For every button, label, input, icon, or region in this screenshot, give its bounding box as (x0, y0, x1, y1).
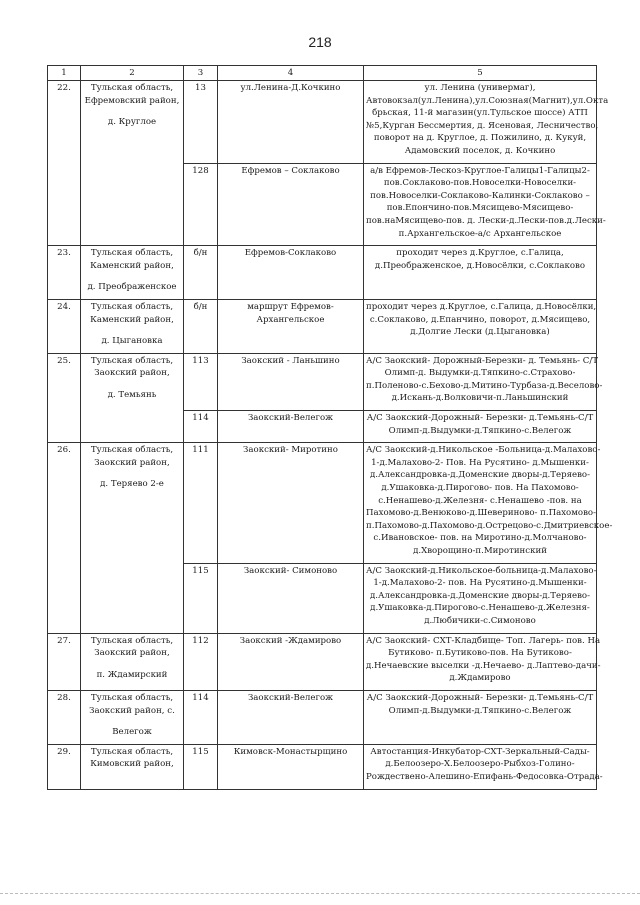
entry-number: 27. (48, 633, 81, 690)
region-line: Ефремовский район, (84, 95, 180, 106)
region-line: д. Теряево 2-е (100, 479, 164, 490)
stop-line: а/в Ефремов-Лескоз-Круглое-Галицы1-Галицы2- (370, 165, 590, 176)
table-row (48, 633, 597, 690)
region-line: д. Цыгановка (101, 336, 163, 347)
route-name: Заокский- Миротино (218, 443, 364, 563)
routes-table-body (48, 66, 613, 790)
stop-line: д.Нечаевские выселки -д.Нечаево- д.Лаптево-дачи- (366, 660, 601, 671)
region-line: д. Преображенское (87, 282, 177, 293)
region-gap (83, 107, 181, 116)
stop-line: А/С Заокский- Дорожный-Березки- д. Темьянь- С/Т (366, 355, 598, 366)
region-cell (81, 690, 184, 744)
stop-line: д.Александровка-д.Доменские дворы-д.Теряево- (369, 470, 591, 481)
route-stops (364, 81, 609, 164)
table-row (48, 443, 597, 563)
stop-line: пов.наМясищево-пов. д. Лески-д.Лески-пов.д.Лески- (366, 215, 606, 226)
table-row (48, 81, 597, 164)
stop-line: Рождествено-Алешино-Епифань-Федосовка-Отрада- (366, 771, 603, 782)
region-gap (83, 717, 181, 726)
stop-line: с.Ивановское- пов. на Миротино-д.Молчаново- (373, 533, 587, 544)
stop-line: А/С Заокский- СХТ-Кладбище- Топ. Лагерь- пов. На (366, 635, 601, 646)
stop-line: проходит через д.Круглое, с.Галица, (396, 248, 564, 259)
stop-line: д.Искань-д.Волковичи-п.Ланьшинский (391, 393, 569, 404)
stop-line: Олимп-д.Выдумки-д.Тяпкино-с.Велегож (388, 425, 572, 436)
stop-line: А/С Заокский-д.Никольское-больница-д.Малахово- (366, 565, 597, 576)
stop-line: Бутиково- п.Бутиково-пов. На Бутиково- (388, 648, 572, 659)
stop-line: А/С Заокский-д.Никольское -Больница-д.Малахово- (366, 445, 601, 456)
stop-line: д.Ушаковка-д.Пирогово-с.Ненашево-д.Железня- (370, 603, 590, 614)
stop-line: Автовокзал(ул.Ленина),ул.Союзная(Магнит),ул.Окта (366, 95, 609, 106)
stop-line: с.Соклаково, д.Епанчино, поворот, д.Мясищево, (369, 314, 591, 325)
route-stops (364, 443, 613, 563)
stop-line: Автостанция-Инкубатор-СХТ-Зеркальный-Сады- (370, 746, 590, 757)
region-line: Тульская область, (90, 301, 174, 312)
route-name: ул.Ленина-Д.Кочкино (218, 81, 364, 164)
route-number: 115 (184, 744, 218, 789)
route-name: Кимовск-Монастырщино (218, 744, 364, 789)
region-line: Тульская область, (90, 248, 174, 259)
stop-line: д.Александровка-д.Доменские дворы-д.Теряево- (369, 590, 591, 601)
stop-line: А/С Заокский-Дорожный- Березки- д.Темьянь-С/Т (366, 413, 594, 424)
column-header: 2 (81, 66, 184, 81)
region-line: д. Темьянь (107, 389, 157, 400)
stop-line: пов.Соклаково-пов.Новоселки-Новоселки- (383, 178, 577, 189)
route-stops (364, 690, 597, 744)
entry-number: 26. (48, 443, 81, 633)
route-stops (364, 353, 603, 410)
region-cell (81, 633, 184, 690)
stop-line: пов.Новоселки-Соклаково-Калинки-Соклаково – (370, 190, 590, 201)
region-line: Заокский район, (94, 648, 170, 659)
region-gap (83, 326, 181, 335)
route-name: маршрут Ефремов-Архангельское (218, 299, 364, 353)
region-gap (83, 660, 181, 669)
stop-line: ул. Ленина (универмаг), (424, 83, 536, 93)
route-number: б/н (184, 299, 218, 353)
region-line: Тульская область, (90, 746, 174, 757)
region-line: Заокский район, (94, 368, 170, 379)
entry-number: 25. (48, 353, 81, 443)
stop-line: поворот на д. Круглое, д. Пожилино, д. Кукуй, (373, 133, 587, 144)
table-row (48, 353, 597, 410)
route-number: 115 (184, 563, 218, 633)
route-number: 13 (184, 81, 218, 164)
route-number: 111 (184, 443, 218, 563)
route-name: Заокский- Симоново (218, 563, 364, 633)
stop-line: д.Любичики-с.Симоново (424, 615, 536, 626)
region-cell (81, 443, 184, 633)
region-line: Кимовский район, (90, 759, 174, 770)
region-line: Велегож (112, 727, 152, 738)
route-stops (364, 744, 603, 789)
stop-line: д.Ждамирово (449, 673, 511, 684)
entry-number: 28. (48, 690, 81, 744)
table-row (48, 744, 597, 789)
routes-table (47, 65, 613, 790)
table-row (48, 246, 597, 300)
region-line: п. Ждамирский (96, 669, 168, 680)
route-number: 112 (184, 633, 218, 690)
stop-line: пов.Епончино-пов.Мясищево-Мясищево- (386, 203, 574, 214)
region-line: Заокский район, с. (89, 705, 175, 716)
column-header: 3 (184, 66, 218, 81)
page-bottom-divider (0, 893, 640, 896)
route-stops (364, 633, 601, 690)
stop-line: Олимп-д. Выдумки-д.Тяпкино-с.Страхово- (384, 368, 576, 379)
stop-line: Пахомово-д.Венюково-д.Шевериново- п.Пахомово- (366, 508, 596, 519)
entry-number: 24. (48, 299, 81, 353)
route-stops (364, 299, 597, 353)
region-line: Тульская область, (90, 635, 174, 646)
route-stops (364, 563, 597, 633)
stop-line: п.Поленово-с.Бехово-д.Митино-Турбаза-д.Веселово- (366, 380, 603, 391)
entry-number: 23. (48, 246, 81, 300)
region-cell (81, 744, 184, 789)
stop-line: д.Преображенское, д.Новосёлки, с.Соклаково (374, 260, 586, 271)
table-header-row (48, 66, 597, 81)
region-cell (81, 81, 184, 246)
table-row (48, 690, 597, 744)
region-gap (83, 272, 181, 281)
region-line: Тульская область, (90, 83, 174, 93)
stop-line: д.Ушаковка-д.Пирогово- пов. На Пахомово- (381, 483, 579, 494)
route-stops (364, 163, 606, 246)
stop-line: брьская, 11-й магазин(ул.Тульское шоссе) АТП (372, 108, 588, 119)
route-name: Ефремов – Соклаково (218, 163, 364, 246)
route-name: Заокский - Ланьшино (218, 353, 364, 410)
page-number: 218 (308, 34, 332, 50)
route-name: Заокский-Велегож (218, 411, 364, 443)
route-name: Ефремов-Соклаково (218, 246, 364, 300)
route-number: 114 (184, 690, 218, 744)
stop-line: д.Хворощино-п.Миротинский (413, 546, 547, 556)
region-cell (81, 353, 184, 443)
column-header: 4 (218, 66, 364, 81)
region-gap (83, 380, 181, 389)
route-stops (364, 411, 597, 443)
stop-line: 1-д.Малахово-2- пов. На Русятино-д.Мышенки- (373, 578, 587, 589)
route-stops (364, 246, 597, 300)
column-header: 5 (364, 66, 597, 81)
column-header: 1 (48, 66, 81, 81)
region-line: Тульская область, (90, 692, 174, 703)
stop-line: Адамовский поселок, д. Кочкино (404, 145, 556, 156)
stop-line: п.Архангельское-а/с Архангельское (398, 228, 562, 239)
region-line: Каменский район, (90, 260, 174, 271)
region-line: Тульская область, (90, 355, 174, 366)
stop-line: А/С Заокский-Дорожный- Березки- д.Темьянь-С/Т (366, 692, 594, 703)
stop-line: 1-д.Малахово-2- Пов. На Русятино- д.Мышенки- (371, 457, 589, 468)
table-row (48, 299, 597, 353)
region-line: Тульская область, (90, 445, 174, 456)
entry-number: 22. (48, 81, 81, 246)
region-gap (83, 469, 181, 478)
stop-line: №5,Курган Бессмертия, д. Ясеновая, Лесничество, (366, 120, 599, 131)
route-number: 114 (184, 411, 218, 443)
stop-line: проходит через д.Круглое, с.Галица, д.Новосёлки, (366, 301, 597, 312)
region-cell (81, 299, 184, 353)
region-line: д. Круглое (107, 117, 157, 128)
region-cell (81, 246, 184, 300)
entry-number: 29. (48, 744, 81, 789)
route-number: 113 (184, 353, 218, 410)
stop-line: п.Пахомово-д.Пахомово-д.Острецово-с.Дмитриевское- (366, 520, 613, 531)
route-number: 128 (184, 163, 218, 246)
region-line: Каменский район, (90, 314, 174, 325)
route-name: Заокский -Ждамирово (218, 633, 364, 690)
route-number: б/н (184, 246, 218, 300)
stop-line: д.Белоозеро-Х.Белоозеро-Рыбхоз-Голино- (385, 759, 575, 770)
region-line: Заокский район, (94, 457, 170, 468)
route-name: Заокский-Велегож (218, 690, 364, 744)
stop-line: с.Ненашево-д.Железня- с.Ненашево -пов. на (378, 495, 582, 506)
stop-line: Олимп-д.Выдумки-д.Тяпкино-с.Велегож (388, 705, 572, 716)
stop-line: д.Долгие Лески (д.Цыгановка) (410, 327, 550, 338)
